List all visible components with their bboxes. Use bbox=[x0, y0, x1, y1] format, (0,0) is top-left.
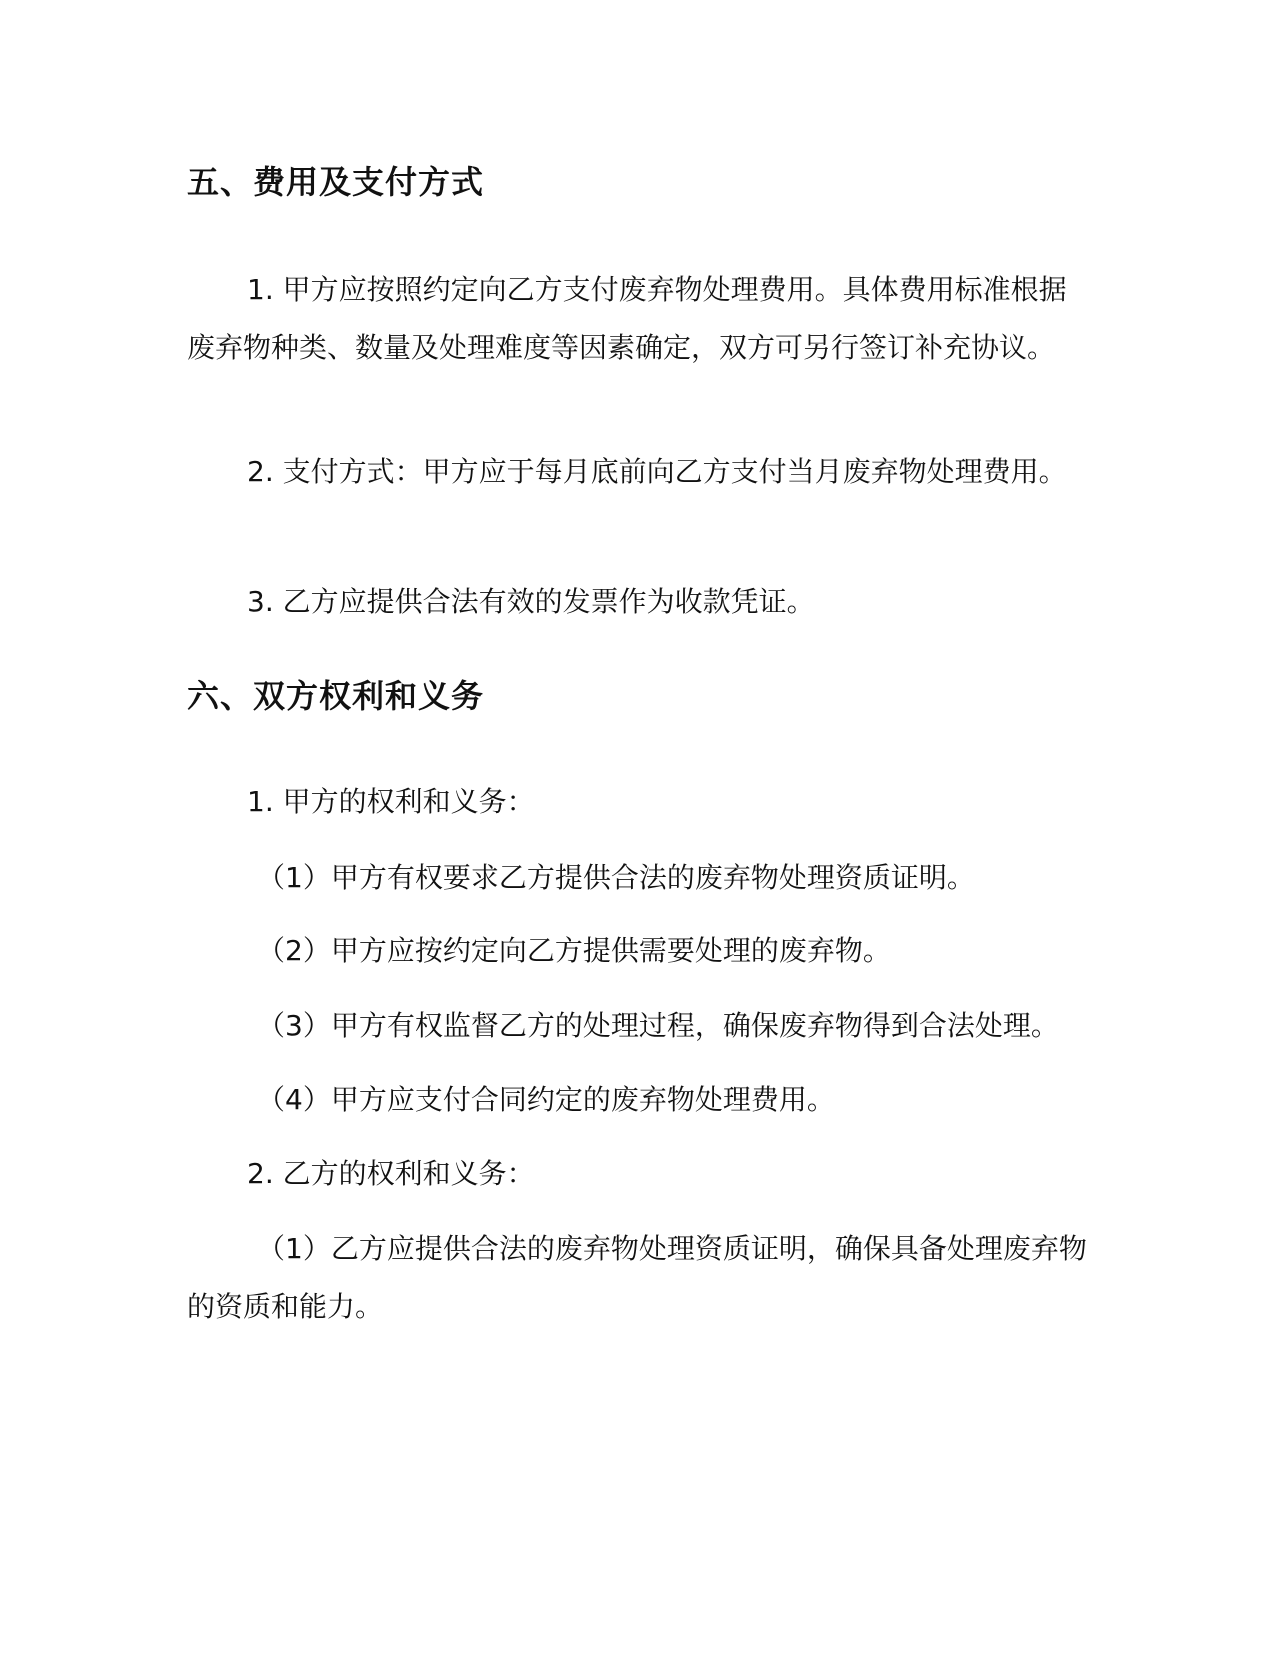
party-b-item-1: （1）乙方应提供合法的废弃物处理资质证明，确保具备处理废弃物的资质和能力。 bbox=[187, 1232, 1087, 1323]
party-a-item-1: （1）甲方有权要求乙方提供合法的废弃物处理资质证明。 bbox=[257, 861, 975, 894]
party-b-heading: 2. 乙方的权利和义务： bbox=[247, 1157, 535, 1190]
party-a-item-4: （4）甲方应支付合同约定的废弃物处理费用。 bbox=[257, 1083, 835, 1116]
party-a-item-3: （3）甲方有权监督乙方的处理过程，确保废弃物得到合法处理。 bbox=[257, 1009, 1059, 1042]
section-6-heading: 六、双方权利和义务 bbox=[187, 677, 485, 715]
section-5-item-1: 1. 甲方应按照约定向乙方支付废弃物处理费用。具体费用标准根据废弃物种类、数量及处理难度等因素确定，双方可另行签订补充协议。 bbox=[187, 273, 1067, 364]
section-5-heading: 五、费用及支付方式 bbox=[187, 163, 485, 201]
section-5-item-3: 3. 乙方应提供合法有效的发票作为收款凭证。 bbox=[247, 585, 815, 618]
party-a-heading: 1. 甲方的权利和义务： bbox=[247, 785, 535, 818]
party-a-item-2: （2）甲方应按约定向乙方提供需要处理的废弃物。 bbox=[257, 934, 891, 967]
section-5-item-2: 2. 支付方式：甲方应于每月底前向乙方支付当月废弃物处理费用。 bbox=[247, 455, 1067, 488]
